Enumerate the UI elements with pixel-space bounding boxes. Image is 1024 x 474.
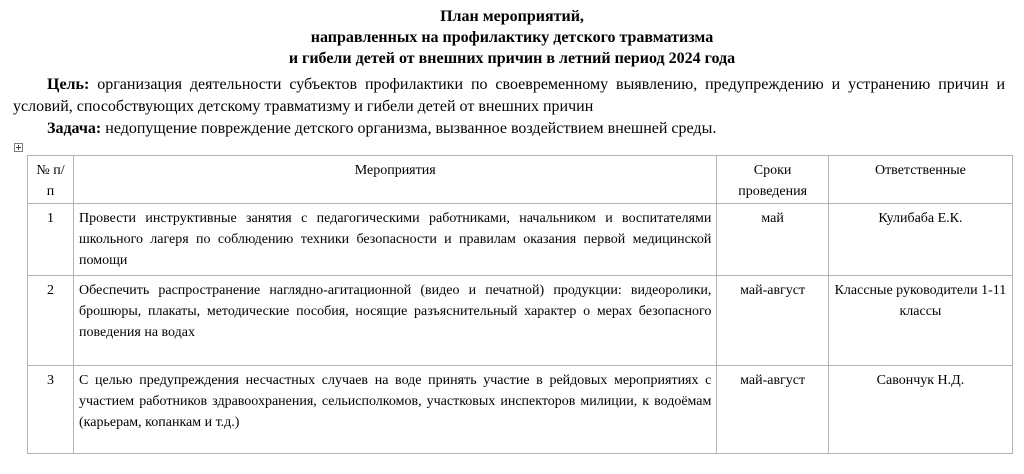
row-activity: Обеспечить распространение наглядно-агитационной (видео и печатной) продукции: видеоролики, брошюры, плакаты, методические пособия, носящие разъяснительный характер о мерах безопасного поведения на водах [74, 276, 717, 366]
task-text: недопущение повреждение детского организма, вызванное воздействием внешней среды. [101, 120, 717, 137]
header-dates: Сроки проведения [717, 156, 828, 204]
header-responsible: Ответственные [828, 156, 1012, 204]
row-responsible: Савончук Н.Д. [828, 366, 1012, 454]
header-num: № п/п [28, 156, 74, 204]
title-line-3: и гибели детей от внешних причин в летний период 2024 года [288, 50, 736, 67]
row-activity: С целью предупреждения несчастных случаев на воде принять участие в рейдовых мероприятиях с участием работников здравоохранения, сельисполкомов, участковых инспекторов милиции, к водоёмам (карьерам, копанкам и т.д.) [74, 366, 717, 454]
title-line-2: направленных на профилактику детского травматизма [310, 29, 714, 46]
activities-table [27, 155, 1013, 454]
table-row [28, 204, 1013, 276]
task-paragraph [13, 118, 1005, 140]
row-dates: май-август [717, 366, 828, 454]
row-responsible: Кулибаба Е.К. [828, 204, 1012, 276]
row-dates: май-август [717, 276, 828, 366]
row-responsible: Классные руководители 1-11 классы [828, 276, 1012, 366]
table-row [28, 276, 1013, 366]
row-num: 2 [28, 276, 74, 366]
row-num: 1 [28, 204, 74, 276]
row-dates: май [717, 204, 828, 276]
goal-paragraph [13, 74, 1005, 118]
table-row [28, 366, 1013, 454]
title-line-1: План мероприятий, [440, 8, 584, 25]
document-title [0, 6, 1024, 69]
header-activity: Мероприятия [74, 156, 717, 204]
table-header-row [28, 156, 1013, 204]
row-activity: Провести инструктивные занятия с педагогическими работниками, начальником и воспитателями школьного лагеря по соблюдению техники безопасности и правилам оказания первой медицинской помощи [74, 204, 717, 276]
goal-label: Цель: [47, 76, 90, 93]
table-move-handle-icon[interactable] [14, 143, 23, 152]
row-num: 3 [28, 366, 74, 454]
task-label: Задача: [47, 120, 102, 137]
goal-text: организация деятельности субъектов профилактики по своевременному выявлению, предупреждению и устранению причин и условий, способствующих детскому травматизму и гибели детей от внешних причин [13, 76, 1005, 115]
